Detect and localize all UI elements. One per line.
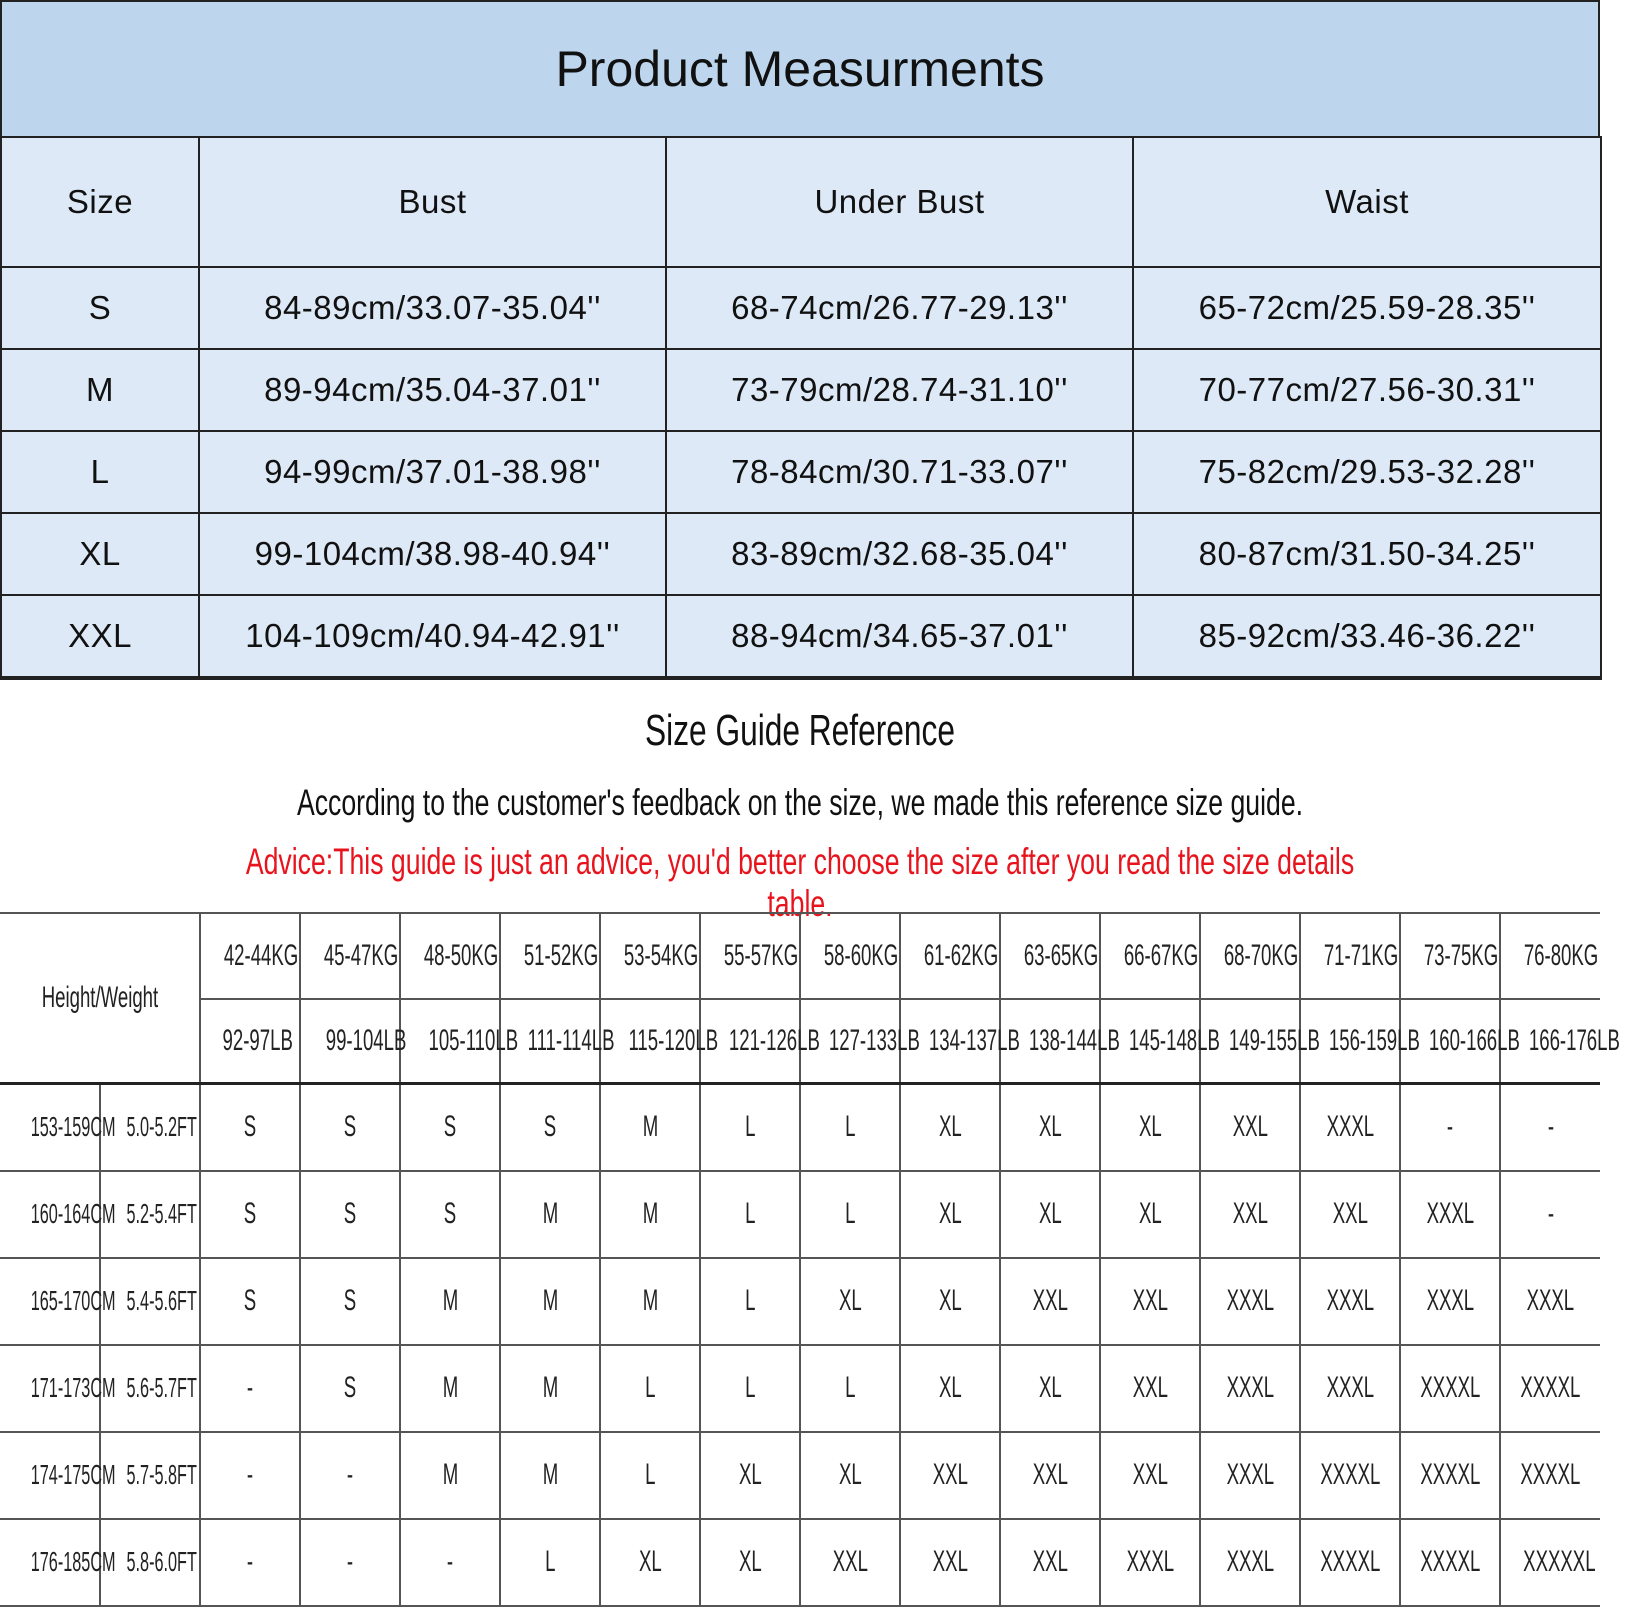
under-bust-cell: 83-89cm/32.68-35.04'': [666, 513, 1133, 595]
weight-kg-label: 45-47KG: [323, 939, 399, 972]
size-recommendation-cell: [900, 1171, 1000, 1258]
size-guide-description: According to the customer's feedback on the size, we made this reference size guide.: [296, 782, 1304, 823]
size-recommendation-cell: [1400, 1258, 1500, 1345]
weight-lb-header: [200, 999, 300, 1083]
size-recommendation-cell-text: L: [844, 1197, 856, 1230]
size-recommendation-cell-text: L: [644, 1371, 656, 1404]
size-recommendation-cell: [600, 1519, 700, 1606]
size-recommendation-cell: [800, 1432, 900, 1519]
height-cm-cell-text: 174-175CM: [30, 1459, 116, 1490]
weight-kg-label: 58-60KG: [823, 939, 899, 972]
size-recommendation-cell-text: -: [1547, 1110, 1554, 1143]
size-cell: L: [1, 431, 199, 513]
size-recommendation-cell: [300, 1519, 400, 1606]
size-recommendation-cell-text: XL: [938, 1284, 962, 1317]
size-recommendation-cell-text: XL: [1038, 1371, 1062, 1404]
height-ft-cell-text: 5.2-5.4FT: [126, 1198, 197, 1229]
size-recommendation-cell: [1300, 1083, 1400, 1171]
weight-kg-header: [500, 913, 600, 999]
weight-lb-label: 99-104LB: [325, 1023, 407, 1057]
size-recommendation-cell: [200, 1083, 300, 1171]
size-recommendation-cell: [1200, 1083, 1300, 1171]
size-cell: M: [1, 349, 199, 431]
height-cm-cell-text: 171-173CM: [30, 1372, 116, 1403]
size-recommendation-cell-text: -: [1446, 1110, 1454, 1143]
weight-kg-header: [200, 913, 300, 999]
size-recommendation-cell-text: M: [442, 1284, 458, 1317]
size-recommendation-cell-text: M: [542, 1197, 558, 1230]
size-recommendation-cell: [900, 1345, 1000, 1432]
measurement-row: [1, 513, 1601, 595]
size-recommendation-cell: [1300, 1519, 1400, 1606]
size-recommendation-cell: [1400, 1171, 1500, 1258]
header-under-bust: Under Bust: [666, 137, 1133, 267]
size-recommendation-cell: [700, 1519, 800, 1606]
header-bust: Bust: [199, 137, 666, 267]
size-recommendation-cell-text: XXL: [1132, 1458, 1168, 1491]
height-cm-cell-text: 165-170CM: [30, 1285, 116, 1316]
weight-kg-header: [1300, 913, 1400, 999]
height-ft-cell-text: 5.0-5.2FT: [126, 1111, 197, 1142]
size-recommendation-cell: [700, 1083, 800, 1171]
weight-kg-header: [1000, 913, 1100, 999]
waist-cell: 75-82cm/29.53-32.28'': [1133, 431, 1601, 513]
size-recommendation-cell-text: XL: [638, 1545, 662, 1578]
size-recommendation-cell-text: XXL: [1232, 1197, 1268, 1230]
size-recommendation-cell: [800, 1083, 900, 1171]
size-recommendation-cell: [1000, 1432, 1100, 1519]
size-recommendation-cell-text: M: [642, 1197, 658, 1230]
size-recommendation-cell-text: L: [744, 1110, 756, 1143]
waist-cell: 85-92cm/33.46-36.22'': [1133, 595, 1601, 678]
weight-lb-label: 166-176LB: [1528, 1023, 1620, 1057]
size-recommendation-cell-text: XXXXL: [1320, 1545, 1380, 1578]
size-recommendation-cell-text: XXXL: [1226, 1284, 1274, 1317]
bust-cell: 89-94cm/35.04-37.01'': [199, 349, 666, 431]
size-cell: XL: [1, 513, 199, 595]
height-cm-cell: [0, 1519, 116, 1606]
size-recommendation-cell-text: -: [246, 1458, 254, 1491]
size-recommendation-cell: [500, 1171, 600, 1258]
weight-kg-label: 53-54KG: [623, 939, 699, 972]
size-recommendation-cell: [700, 1258, 800, 1345]
size-recommendation-cell-text: XXXXL: [1420, 1371, 1480, 1404]
size-recommendation-cell: [200, 1432, 300, 1519]
size-recommendation-cell: [1200, 1432, 1300, 1519]
under-bust-cell: 68-74cm/26.77-29.13'': [666, 267, 1133, 349]
size-recommendation-cell: [400, 1258, 500, 1345]
weight-lb-label: 138-144LB: [1028, 1023, 1120, 1057]
measurements-section: [0, 0, 1600, 676]
size-recommendation-cell: [300, 1083, 400, 1171]
size-recommendation-cell: [1400, 1519, 1500, 1606]
weight-kg-label: 71-71KG: [1323, 939, 1399, 972]
under-bust-cell: 88-94cm/34.65-37.01'': [666, 595, 1133, 678]
weight-lb-label: 92-97LB: [222, 1023, 293, 1057]
size-recommendation-cell: [1500, 1171, 1600, 1258]
waist-cell: 70-77cm/27.56-30.31'': [1133, 349, 1601, 431]
size-recommendation-cell-text: XXXL: [1126, 1545, 1174, 1578]
measurements-table: [0, 136, 1602, 680]
size-recommendation-cell-text: XXL: [1132, 1371, 1168, 1404]
bust-cell: 94-99cm/37.01-38.98'': [199, 431, 666, 513]
height-weight-corner: [0, 913, 200, 1083]
size-recommendation-cell-text: XXXL: [1426, 1197, 1474, 1230]
size-recommendation-cell: [900, 1432, 1000, 1519]
size-recommendation-cell: [400, 1171, 500, 1258]
size-recommendation-cell: [1200, 1345, 1300, 1432]
size-recommendation-cell-text: -: [246, 1545, 254, 1578]
size-recommendation-cell: [900, 1083, 1000, 1171]
size-guide-section: [0, 676, 1600, 924]
weight-lb-header: [600, 999, 719, 1083]
measurement-row: [1, 431, 1601, 513]
size-cell: XXL: [1, 595, 199, 678]
size-recommendation-cell: [300, 1345, 400, 1432]
size-recommendation-cell-text: S: [443, 1197, 457, 1230]
size-recommendation-cell: [1000, 1083, 1100, 1171]
size-recommendation-cell-text: M: [642, 1284, 658, 1317]
measurements-title: Product Measurments: [0, 0, 1600, 138]
measurement-row: [1, 595, 1601, 678]
size-recommendation-cell: [800, 1345, 900, 1432]
size-recommendation-cell-text: -: [446, 1545, 454, 1578]
size-recommendation-cell: [800, 1171, 900, 1258]
weight-kg-header: [600, 913, 700, 999]
size-recommendation-cell-text: L: [744, 1284, 756, 1317]
weight-kg-header: [400, 913, 500, 999]
weight-kg-header: [1200, 913, 1300, 999]
height-cm-cell-text: 160-164CM: [30, 1198, 116, 1229]
size-recommendation-cell: [200, 1345, 300, 1432]
weight-kg-label: 55-57KG: [723, 939, 799, 972]
weight-kg-label: 76-80KG: [1523, 939, 1599, 972]
height-ft-cell-text: 5.6-5.7FT: [126, 1372, 197, 1403]
size-recommendation-cell: [1000, 1258, 1100, 1345]
size-recommendation-cell: [1400, 1083, 1500, 1171]
size-recommendation-cell-text: XXXL: [1426, 1284, 1474, 1317]
bust-cell: 104-109cm/40.94-42.91'': [199, 595, 666, 678]
weight-kg-label: 63-65KG: [1023, 939, 1099, 972]
size-recommendation-cell-text: -: [1547, 1197, 1554, 1230]
size-recommendation-cell-text: XXXXL: [1420, 1545, 1480, 1578]
height-cm-cell: [0, 1258, 116, 1345]
size-recommendation-cell-text: XXL: [1132, 1284, 1168, 1317]
size-recommendation-cell-text: XL: [938, 1110, 962, 1143]
size-recommendation-cell-text: XXL: [1332, 1197, 1368, 1230]
size-recommendation-cell-text: XXL: [1032, 1458, 1068, 1491]
size-recommendation-cell: [900, 1258, 1000, 1345]
size-recommendation-cell: [1300, 1171, 1400, 1258]
size-recommendation-cell: [300, 1432, 400, 1519]
height-ft-cell-text: 5.7-5.8FT: [126, 1459, 197, 1490]
size-recommendation-cell-text: XL: [838, 1458, 862, 1491]
size-recommendation-cell-text: XL: [1138, 1110, 1162, 1143]
size-recommendation-cell: [1000, 1345, 1100, 1432]
bust-cell: 84-89cm/33.07-35.04'': [199, 267, 666, 349]
weight-kg-label: 51-52KG: [523, 939, 599, 972]
size-recommendation-cell: [1100, 1171, 1200, 1258]
weight-lb-label: 134-137LB: [928, 1023, 1020, 1057]
weight-kg-label: 48-50KG: [423, 939, 499, 972]
size-recommendation-cell: [600, 1083, 700, 1171]
size-recommendation-cell-text: XL: [1138, 1197, 1162, 1230]
size-recommendation-cell: [1100, 1432, 1200, 1519]
size-recommendation-cell-text: XXL: [1032, 1284, 1068, 1317]
height-row: [0, 1083, 1600, 1171]
height-cm-cell: [0, 1171, 116, 1258]
size-recommendation-cell-text: S: [243, 1110, 257, 1143]
height-weight-label: Height/Weight: [41, 980, 158, 1014]
size-recommendation-cell-text: S: [343, 1371, 357, 1404]
size-recommendation-cell: [1400, 1345, 1500, 1432]
size-recommendation-cell-text: XXXXL: [1520, 1458, 1581, 1491]
size-recommendation-cell-text: L: [544, 1545, 556, 1578]
size-recommendation-cell-text: S: [543, 1110, 557, 1143]
size-recommendation-cell: [1300, 1432, 1400, 1519]
size-recommendation-cell: [400, 1083, 500, 1171]
size-recommendation-cell-text: S: [243, 1284, 257, 1317]
height-row: [0, 1345, 1600, 1432]
size-recommendation-cell: [300, 1258, 400, 1345]
size-guide-title: Size Guide Reference: [645, 706, 955, 755]
size-recommendation-cell-text: XXXXL: [1320, 1458, 1380, 1491]
size-recommendation-cell: [1200, 1171, 1300, 1258]
height-row: [0, 1171, 1600, 1258]
size-recommendation-cell-text: XL: [838, 1284, 862, 1317]
height-cm-cell: [0, 1345, 116, 1432]
height-cm-cell: [0, 1083, 116, 1171]
size-recommendation-cell: [300, 1171, 400, 1258]
size-recommendation-cell-text: -: [346, 1458, 354, 1491]
height-cm-cell: [0, 1432, 116, 1519]
size-recommendation-cell-text: L: [844, 1371, 856, 1404]
weight-kg-row: [0, 913, 1600, 999]
height-row: [0, 1258, 1600, 1345]
measurements-header-row: [1, 137, 1601, 267]
size-recommendation-cell: [700, 1432, 800, 1519]
weight-kg-header: [300, 913, 400, 999]
size-recommendation-cell-text: XXL: [932, 1545, 968, 1578]
size-recommendation-cell: [1500, 1519, 1600, 1606]
size-recommendation-cell-text: M: [642, 1110, 658, 1143]
weight-kg-label: 66-67KG: [1123, 939, 1199, 972]
weight-kg-header: [1500, 913, 1600, 999]
size-recommendation-cell-text: M: [442, 1458, 458, 1491]
size-recommendation-cell: [600, 1345, 700, 1432]
size-recommendation-cell-text: XXL: [932, 1458, 968, 1491]
weight-kg-header: [700, 913, 800, 999]
height-ft-cell-text: 5.8-6.0FT: [126, 1546, 197, 1577]
weight-kg-header: [800, 913, 900, 999]
size-recommendation-cell-text: M: [442, 1371, 458, 1404]
size-recommendation-cell: [500, 1083, 600, 1171]
size-recommendation-cell-text: XXXL: [1526, 1284, 1575, 1317]
weight-kg-label: 73-75KG: [1423, 939, 1499, 972]
size-recommendation-cell-text: XL: [938, 1371, 962, 1404]
size-recommendation-cell: [600, 1171, 700, 1258]
header-size: Size: [1, 137, 199, 267]
size-recommendation-cell-text: XXL: [1232, 1110, 1268, 1143]
size-recommendation-cell-text: XXL: [832, 1545, 868, 1578]
size-recommendation-cell-text: L: [744, 1197, 756, 1230]
bust-cell: 99-104cm/38.98-40.94'': [199, 513, 666, 595]
size-recommendation-cell-text: L: [844, 1110, 856, 1143]
size-recommendation-cell: [1100, 1258, 1200, 1345]
size-recommendation-cell-text: S: [343, 1197, 357, 1230]
size-recommendation-cell-text: XL: [1038, 1197, 1062, 1230]
size-recommendation-cell: [800, 1519, 900, 1606]
weight-lb-label: 160-166LB: [1428, 1023, 1520, 1057]
size-recommendation-cell-text: XXXXXL: [1523, 1545, 1596, 1578]
measurement-row: [1, 349, 1601, 431]
header-waist: Waist: [1133, 137, 1601, 267]
size-recommendation-cell-text: S: [343, 1284, 357, 1317]
size-recommendation-cell: [900, 1519, 1000, 1606]
size-recommendation-cell: [400, 1519, 500, 1606]
size-recommendation-cell: [500, 1432, 600, 1519]
weight-lb-label: 156-159LB: [1328, 1023, 1420, 1057]
size-guide-advice: Advice:This guide is just an advice, you'd better choose the size after you read the size details table.: [245, 841, 1355, 924]
size-recommendation-cell: [800, 1258, 900, 1345]
size-recommendation-cell-text: S: [343, 1110, 357, 1143]
weight-lb-header: [300, 999, 407, 1083]
size-recommendation-cell: [1000, 1171, 1100, 1258]
size-recommendation-cell: [700, 1171, 800, 1258]
size-recommendation-cell-text: XXXXL: [1520, 1371, 1581, 1404]
size-recommendation-cell-text: XL: [938, 1197, 962, 1230]
size-recommendation-cell-text: XXXL: [1226, 1371, 1274, 1404]
size-recommendation-cell-text: XL: [1038, 1110, 1062, 1143]
under-bust-cell: 73-79cm/28.74-31.10'': [666, 349, 1133, 431]
size-recommendation-cell: [1100, 1345, 1200, 1432]
weight-lb-row: [0, 999, 1600, 1083]
height-cm-cell-text: 176-185CM: [30, 1546, 116, 1577]
size-recommendation-cell: [1300, 1345, 1400, 1432]
size-recommendation-cell: [600, 1258, 700, 1345]
height-row: [0, 1519, 1600, 1606]
size-recommendation-cell: [200, 1171, 300, 1258]
height-ft-cell-text: 5.4-5.6FT: [126, 1285, 197, 1316]
size-reference-table: [0, 912, 1620, 1607]
waist-cell: 80-87cm/31.50-34.25'': [1133, 513, 1601, 595]
size-recommendation-cell: [400, 1345, 500, 1432]
size-recommendation-cell: [1200, 1258, 1300, 1345]
size-recommendation-cell-text: XXXL: [1326, 1284, 1374, 1317]
size-recommendation-cell: [1500, 1083, 1600, 1171]
size-recommendation-cell: [1500, 1432, 1600, 1519]
size-recommendation-cell-text: XL: [738, 1545, 762, 1578]
size-recommendation-cell-text: XXXL: [1226, 1458, 1274, 1491]
size-recommendation-cell-text: XXXL: [1226, 1545, 1274, 1578]
height-cm-cell-text: 153-159CM: [30, 1111, 116, 1142]
weight-lb-label: 121-126LB: [728, 1023, 820, 1057]
size-recommendation-cell: [500, 1519, 600, 1606]
size-recommendation-cell: [1000, 1519, 1100, 1606]
weight-lb-label: 127-133LB: [828, 1023, 920, 1057]
size-recommendation-cell: [500, 1258, 600, 1345]
size-recommendation-cell: [1100, 1083, 1200, 1171]
size-recommendation-cell-text: XXXL: [1326, 1371, 1374, 1404]
size-recommendation-cell-text: -: [346, 1545, 354, 1578]
size-recommendation-cell: [1500, 1345, 1600, 1432]
weight-lb-label: 145-148LB: [1128, 1023, 1220, 1057]
size-recommendation-cell: [1300, 1258, 1400, 1345]
size-recommendation-cell-text: XL: [738, 1458, 762, 1491]
weight-kg-header: [1400, 913, 1500, 999]
weight-lb-label: 105-110LB: [428, 1023, 519, 1057]
size-recommendation-cell: [200, 1519, 300, 1606]
size-recommendation-cell: [1400, 1432, 1500, 1519]
weight-lb-header: [400, 999, 519, 1083]
weight-kg-label: 61-62KG: [923, 939, 999, 972]
size-recommendation-cell: [200, 1258, 300, 1345]
size-recommendation-cell-text: M: [542, 1458, 558, 1491]
size-cell: S: [1, 267, 199, 349]
size-recommendation-cell-text: S: [243, 1197, 257, 1230]
weight-kg-header: [1100, 913, 1200, 999]
size-recommendation-cell-text: XXXL: [1326, 1110, 1374, 1143]
waist-cell: 65-72cm/25.59-28.35'': [1133, 267, 1601, 349]
size-recommendation-cell: [1100, 1519, 1200, 1606]
size-recommendation-cell: [700, 1345, 800, 1432]
size-recommendation-cell-text: S: [443, 1110, 457, 1143]
height-row: [0, 1432, 1600, 1519]
size-recommendation-cell-text: M: [542, 1371, 558, 1404]
size-recommendation-cell-text: XXXXL: [1420, 1458, 1480, 1491]
measurement-row: [1, 267, 1601, 349]
weight-kg-label: 68-70KG: [1223, 939, 1299, 972]
size-recommendation-cell-text: -: [246, 1371, 254, 1404]
weight-lb-label: 115-120LB: [628, 1023, 719, 1057]
size-recommendation-cell-text: L: [744, 1371, 756, 1404]
size-recommendation-cell-text: XXL: [1032, 1545, 1068, 1578]
size-recommendation-cell: [600, 1432, 700, 1519]
size-recommendation-cell: [500, 1345, 600, 1432]
weight-lb-label: 149-155LB: [1228, 1023, 1320, 1057]
size-recommendation-cell: [400, 1432, 500, 1519]
size-recommendation-cell-text: M: [542, 1284, 558, 1317]
size-recommendation-cell: [1500, 1258, 1600, 1345]
weight-lb-label: 111-114LB: [527, 1023, 615, 1057]
size-recommendation-cell-text: L: [644, 1458, 656, 1491]
under-bust-cell: 78-84cm/30.71-33.07'': [666, 431, 1133, 513]
weight-kg-label: 42-44KG: [223, 939, 299, 972]
weight-kg-header: [900, 913, 1000, 999]
size-recommendation-cell: [1200, 1519, 1300, 1606]
